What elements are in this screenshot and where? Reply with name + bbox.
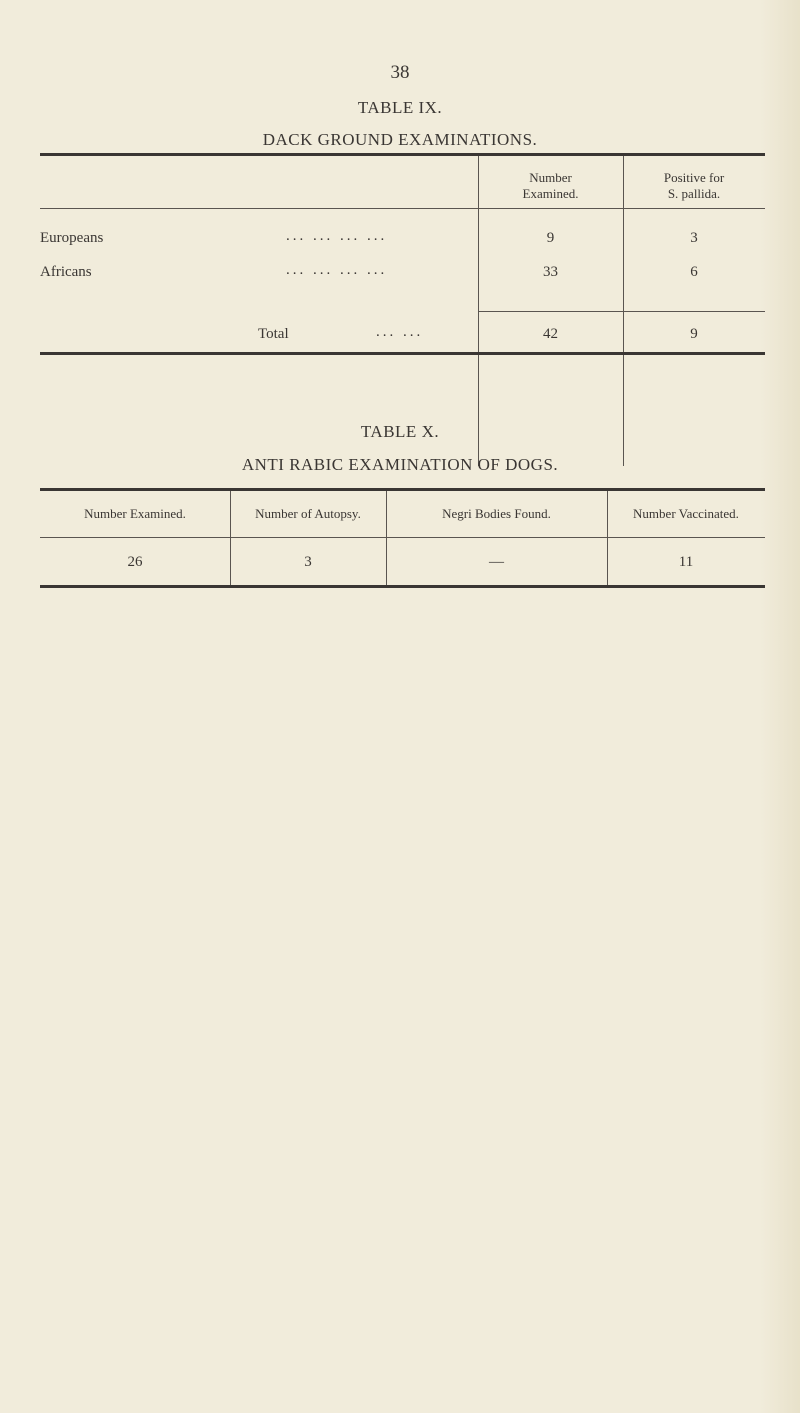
table10-top-rule: [40, 488, 765, 491]
header-positive-line1: Positive for: [663, 170, 725, 185]
cell-vaccinated: 11: [678, 554, 694, 570]
page-number: 38: [390, 62, 410, 83]
table10-subtitle: ANTI RABIC EXAMINATION OF DOGS.: [241, 455, 559, 474]
table10-header-rule: [40, 537, 765, 538]
total-positive: 9: [690, 326, 698, 342]
leader-dots: ... ... ... ...: [286, 262, 388, 278]
table9-bottom-rule: [40, 352, 765, 355]
row-examined: 33: [543, 264, 558, 280]
header-positive-line2: S. pallida.: [667, 186, 721, 201]
table9-header-positive: [623, 170, 765, 202]
page-edge-stain: [760, 0, 800, 1413]
table10-header-negri: Negri Bodies Found.: [442, 506, 551, 521]
header-examined-line2: Examined.: [522, 186, 579, 201]
table9-title: TABLE IX.: [357, 98, 443, 117]
leader-dots: ... ...: [376, 324, 424, 340]
row-label: Africans: [40, 264, 92, 280]
cell-examined: 26: [127, 554, 143, 570]
total-examined: 42: [543, 326, 558, 342]
row-positive: 6: [690, 264, 698, 280]
table10-header-vaccinated: Number Vaccinated.: [633, 506, 739, 521]
table10-header-autopsy: Number of Autopsy.: [255, 506, 361, 521]
cell-autopsy: 3: [304, 554, 312, 570]
row-positive: 3: [690, 230, 698, 246]
table10-bottom-rule: [40, 585, 765, 588]
table10-header-examined: Number Examined.: [84, 506, 186, 521]
table10-title: TABLE X.: [360, 422, 440, 441]
row-label: Europeans: [40, 230, 104, 246]
cell-negri: —: [489, 554, 504, 570]
header-examined-line1: Number: [529, 170, 572, 185]
row-examined: 9: [546, 230, 555, 246]
table9-header-rule: [40, 208, 765, 209]
table9-header-examined: [478, 170, 623, 202]
table9-subtitle: DACK GROUND EXAMINATIONS.: [262, 130, 538, 149]
leader-dots: ... ... ... ...: [286, 228, 388, 244]
table9-total-rule: [478, 311, 765, 312]
table9-top-rule: [40, 153, 765, 156]
total-label: Total: [258, 326, 289, 342]
